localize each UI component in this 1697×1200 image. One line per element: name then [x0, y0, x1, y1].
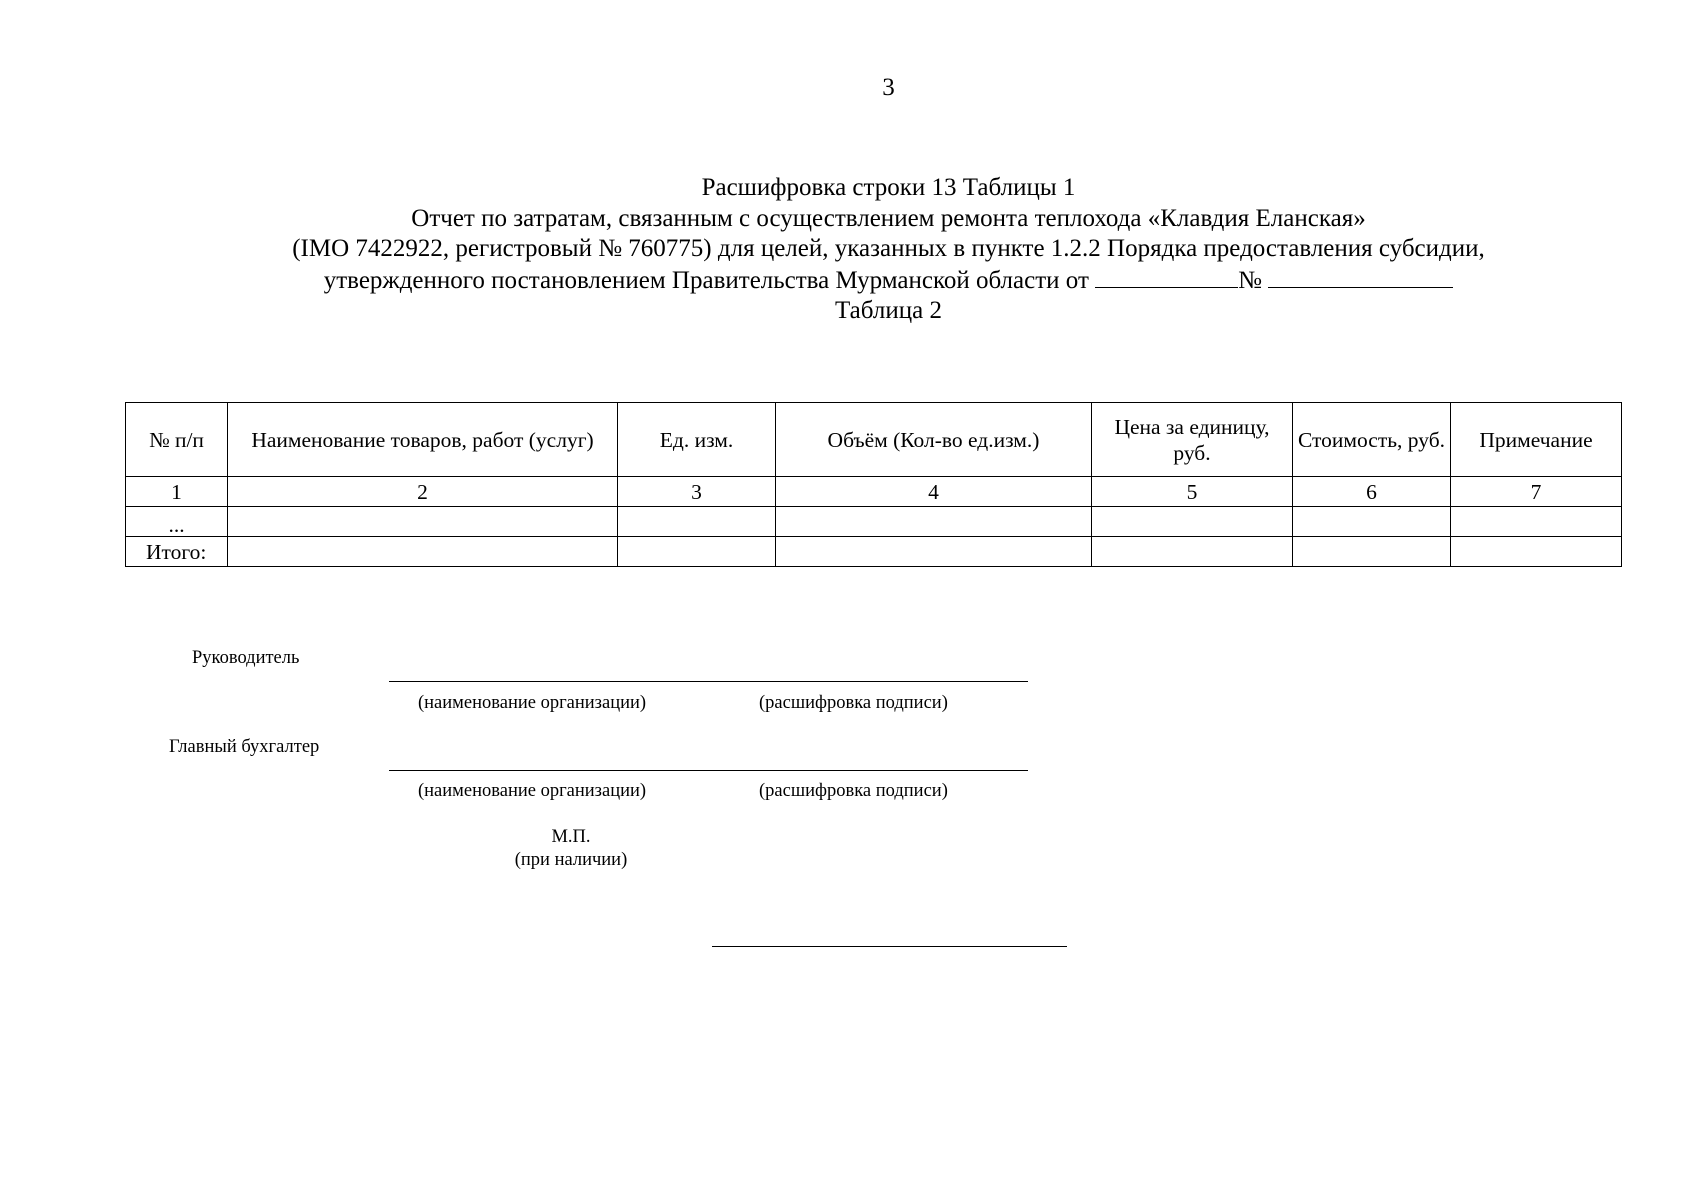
column-header-price: Цена за единицу, руб.: [1092, 403, 1293, 477]
column-header-cost: Стоимость, руб.: [1293, 403, 1451, 477]
table-caption: Таблица 2: [835, 297, 942, 324]
head-org-caption: (наименование организации): [418, 693, 647, 713]
table-cell: 3: [618, 477, 776, 507]
column-header-unit: Ед. изм.: [618, 403, 776, 477]
table-cell: 5: [1092, 477, 1293, 507]
table-cell: 6: [1293, 477, 1451, 507]
heading-line-3: (IMO 7422922, регистровый № 760775) для целей, указанных в пункте 1.2.2 Порядка предоставления субсидии,: [292, 235, 1485, 262]
column-header-note: Примечание: [1451, 403, 1622, 477]
table-cell: 2: [228, 477, 618, 507]
head-signature-caption: (расшифровка подписи): [759, 693, 948, 713]
column-header-name: Наименование товаров, работ (услуг): [228, 403, 618, 477]
head-signature-line: [389, 681, 1028, 682]
column-header-volume: Объём (Кол-во ед.изм.): [776, 403, 1092, 477]
stamp-placeholder: [471, 826, 671, 872]
number-sign: №: [1238, 266, 1262, 294]
table-cell: 1: [126, 477, 228, 507]
chief-accountant-label: Главный бухгалтер: [169, 737, 320, 757]
total-label: Итого:: [126, 537, 228, 567]
heading-line-4-text: утвержденного постановлением Правительства Мурманской области от: [323, 266, 1089, 294]
table-cell: 7: [1451, 477, 1622, 507]
chief-accountant-signature-line: [389, 770, 1028, 771]
page-number: 3: [882, 74, 895, 101]
bottom-separator-line: [712, 946, 1067, 947]
column-header-number: № п/п: [126, 403, 228, 477]
stamp-label: М.П.: [551, 827, 591, 847]
chief-accountant-signature-caption: (расшифровка подписи): [759, 781, 948, 801]
chief-accountant-org-caption: (наименование организации): [418, 781, 647, 801]
table-cell: 4: [776, 477, 1092, 507]
heading-line-2: Отчет по затратам, связанным с осуществлением ремонта теплохода «Клавдия Еланская»: [411, 204, 1366, 232]
stamp-note: (при наличии): [514, 850, 628, 870]
table-cell: ...: [126, 507, 228, 537]
head-label: Руководитель: [192, 648, 300, 668]
heading-line-1: Расшифровка строки 13 Таблицы 1: [701, 174, 1076, 201]
